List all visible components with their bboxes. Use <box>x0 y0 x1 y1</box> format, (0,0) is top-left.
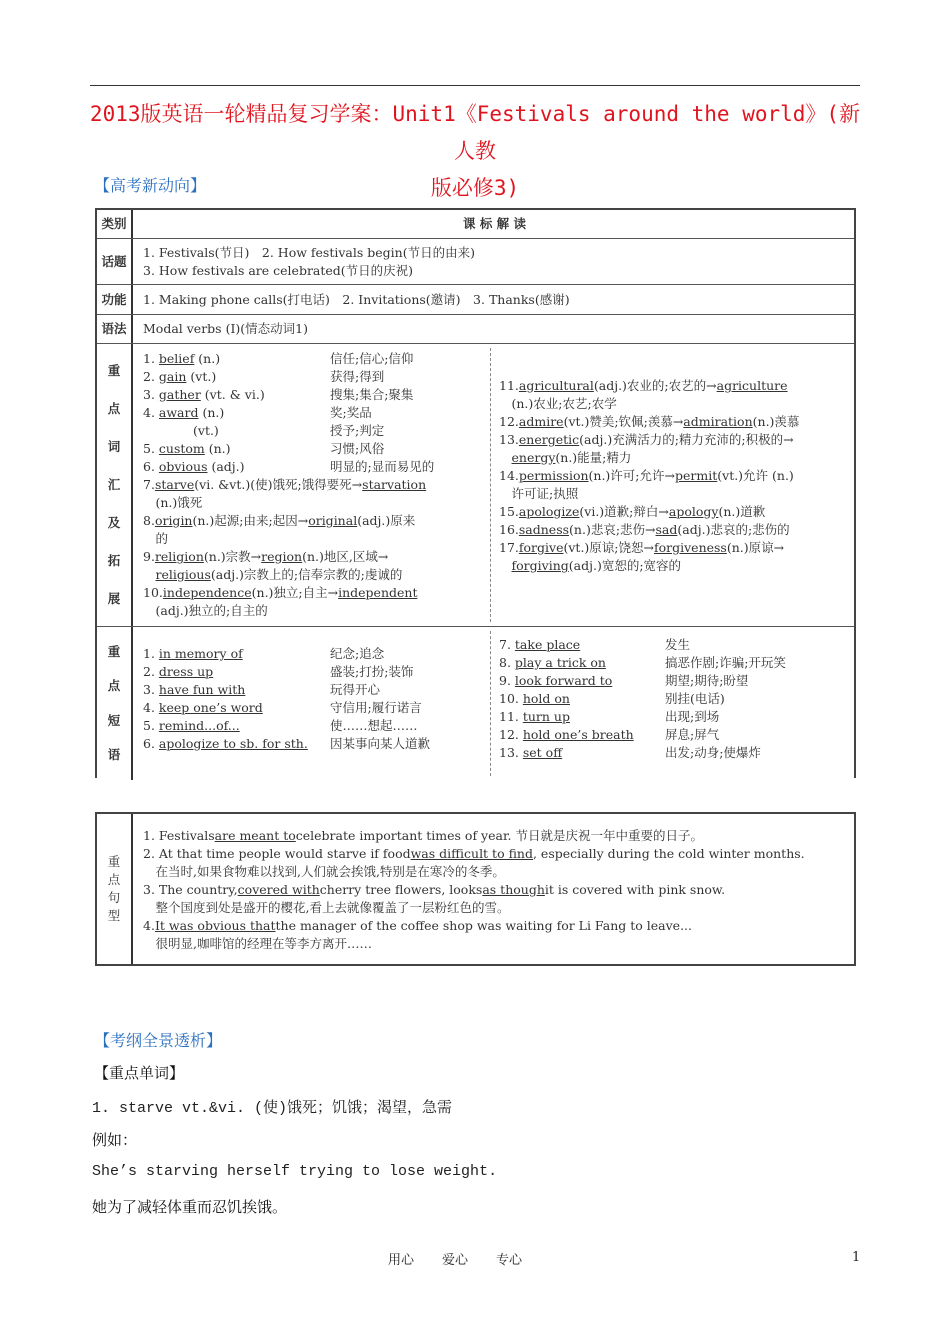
underlined-term: apology <box>668 504 719 519</box>
label-char: 短 <box>107 712 121 728</box>
term: 1. in memory of <box>143 646 243 661</box>
term: 5. custom (n.) <box>143 441 231 456</box>
term: 11. turn up <box>499 709 570 724</box>
title-line-1: 2013版英语一轮精品复习学案：Unit1《Festivals around the world》(新人教 <box>89 102 861 163</box>
definition: 守信用;履行诺言 <box>330 700 422 715</box>
function-content: 1. Making phone calls(打电话) 2. Invitations(邀请) 3. Thanks(感谢) <box>143 291 570 307</box>
underlined-term: agriculture <box>716 378 788 393</box>
list-item <box>143 404 488 422</box>
text-line: 许可证;执照 <box>499 486 579 501</box>
footer-item: 专心 <box>496 1253 523 1268</box>
section-heading-trends: 【高考新动向】 <box>94 176 207 195</box>
label-char: 型 <box>107 908 121 923</box>
syllabus-table <box>95 208 856 778</box>
text-line: 14. permission (n.)许可;允许→ permit (vt.)允许 (n.) <box>499 468 794 483</box>
term: 13. set off <box>499 745 563 760</box>
underlined-term: sad <box>655 522 678 537</box>
term: 6. apologize to sb. for sth. <box>143 736 308 751</box>
text-line: energy (n.)能量;精力 <box>511 450 632 465</box>
label-char: 点 <box>107 678 121 694</box>
underlined-term: remind...of... <box>158 718 240 733</box>
column-divider <box>490 631 491 776</box>
text-line: 13. energetic (adj.)充满活力的;精力充沛的;积极的→ <box>499 432 794 447</box>
underlined-term: obvious <box>158 459 208 474</box>
sentence-label <box>97 814 133 964</box>
list-item <box>499 690 848 708</box>
underlined-term: It was obvious that <box>154 918 276 933</box>
sentence-lines <box>143 814 848 964</box>
label-char: 句 <box>107 890 121 905</box>
text-line: 2. At that time people would starve if food was difficult to find , especially during the cold winter months. <box>143 846 805 861</box>
definition: 使……想起…… <box>330 718 418 733</box>
underlined-term: gain <box>158 369 187 384</box>
underlined-term: forgiveness <box>653 540 727 555</box>
underlined-term: original <box>308 513 358 528</box>
definition: 搞恶作剧;诈骗;开玩笑 <box>665 655 786 670</box>
list-item <box>143 735 488 753</box>
term: 7. take place <box>499 637 581 652</box>
definition: 屏息;屏气 <box>665 727 720 742</box>
label-char: 汇 <box>107 477 121 492</box>
word-entry: 1. starve vt.&vi. (使)饿死；饥饿；渴望，急需 <box>92 1100 453 1117</box>
list-item <box>143 350 488 368</box>
underlined-term: set off <box>522 745 563 760</box>
list-item <box>143 645 488 663</box>
text-line: 3. The country, covered with cherry tree flowers, looks as though it is covered with pink snow. <box>143 882 726 897</box>
label-char: 及 <box>107 515 121 530</box>
text-line: 1. Festivals(节日) 2. How festivals begin(节日的由来) <box>143 244 475 260</box>
list-item <box>143 368 488 386</box>
vocab-right <box>499 344 848 626</box>
list-item <box>499 708 848 726</box>
label-char: 重 <box>107 363 121 378</box>
list-item <box>499 672 848 690</box>
text-line: religious (adj.)宗教上的;信奉宗教的;虔诚的 <box>155 567 403 582</box>
underlined-term: admire <box>518 414 564 429</box>
underlined-term: starve <box>154 477 195 492</box>
underlined-term: have fun with <box>158 682 246 697</box>
grammar-row <box>97 315 854 344</box>
text-line: 的 <box>143 531 169 546</box>
example-chinese: 她为了减轻体重而忍饥挨饿。 <box>92 1198 288 1216</box>
underlined-term: was difficult to find <box>410 846 533 861</box>
underlined-term: energy <box>511 450 556 465</box>
text-line: 8. origin (n.)起源;由来;起因→ original (adj.)原来 <box>143 513 416 528</box>
phrases-left <box>143 627 488 780</box>
label-char: 点 <box>107 872 121 887</box>
text-line: (adj.)独立的;自主的 <box>143 603 268 618</box>
underlined-term: in memory of <box>158 646 243 661</box>
underlined-term: hold one’s breath <box>522 727 634 742</box>
text-line: 15. apologize (vi.)道歉;辩白→ apology (n.)道歉 <box>499 504 766 519</box>
vocab-row <box>97 344 854 627</box>
subsection-key-words: 【重点单词】 <box>94 1064 185 1082</box>
definition: 奖;奖品 <box>330 405 372 420</box>
list-item <box>143 386 488 404</box>
header-rule <box>90 85 860 86</box>
list-item <box>143 699 488 717</box>
phrase-row <box>97 627 854 780</box>
text-line: 17. forgive (vt.)原谅;饶恕→ forgiveness (n.)原谅→ <box>499 540 785 555</box>
definition: 获得;得到 <box>330 369 385 384</box>
underlined-term: religious <box>155 567 211 582</box>
underlined-term: agricultural <box>518 378 594 393</box>
definition: 因某事向某人道歉 <box>330 736 431 751</box>
text-line: 很明显,咖啡馆的经理在等李方离开…… <box>143 936 372 951</box>
list-item <box>143 422 488 440</box>
term: 2. dress up <box>143 664 214 679</box>
text-line: 7. starve (vi. &vt.)(使)饿死;饿得要死→ starvation <box>143 477 427 492</box>
underlined-term: covered with <box>237 882 320 897</box>
underlined-term: forgive <box>518 540 564 555</box>
definition: 玩得开心 <box>330 682 381 697</box>
definition: 搜集;集合;聚集 <box>330 387 414 402</box>
example-english: She’s starving herself trying to lose weight. <box>92 1163 498 1180</box>
label-char: 展 <box>107 591 121 606</box>
sentence-table <box>95 812 856 966</box>
term: 2. gain (vt.) <box>143 369 217 384</box>
underlined-term: look forward to <box>514 673 613 688</box>
footer-item: 用心 <box>388 1253 415 1268</box>
term: (vt.) <box>143 423 219 438</box>
title-line-2: 版必修3) <box>430 176 520 200</box>
term: 10. hold on <box>499 691 570 706</box>
list-item <box>143 663 488 681</box>
topic-label: 话题 <box>97 239 133 284</box>
text-line: 12. admire (vt.)赞美;钦佩;羡慕→ admiration (n.)羡慕 <box>499 414 800 429</box>
underlined-term: gather <box>158 387 201 402</box>
footer-item: 爱心 <box>442 1253 469 1268</box>
definition: 纪念;追念 <box>330 646 385 661</box>
text-line: 10. independence (n.)独立;自主→ independent <box>143 585 418 600</box>
text-line: 16. sadness (n.)悲哀;悲伤→ sad (adj.)悲哀的;悲伤的 <box>499 522 790 537</box>
text-line: forgiving (adj.)宽恕的;宽容的 <box>511 558 682 573</box>
label-char: 词 <box>107 439 121 454</box>
term: 3. have fun with <box>143 682 246 697</box>
term: 8. play a trick on <box>499 655 606 670</box>
text-line: 11. agricultural (adj.)农业的;农艺的→ agriculture <box>499 378 788 393</box>
text-line: (n.)农业;农艺;农学 <box>499 396 617 411</box>
list-item <box>499 654 848 672</box>
term: 12. hold one’s breath <box>499 727 634 742</box>
list-item <box>499 636 848 654</box>
text-line: 3. How festivals are celebrated(节日的庆祝) <box>143 262 414 278</box>
text-line: 整个国度到处是盛开的樱花,看上去就像覆盖了一层粉红色的雪。 <box>143 900 510 915</box>
definition: 盛装;打扮;装饰 <box>330 664 414 679</box>
vocab-left <box>143 344 488 626</box>
term: 1. belief (n.) <box>143 351 221 366</box>
list-item <box>499 744 848 762</box>
term: 5. remind...of... <box>143 718 240 733</box>
definition: 授予;判定 <box>330 423 385 438</box>
underlined-term: permit <box>675 468 718 483</box>
example-label: 例如： <box>92 1131 138 1149</box>
underlined-term: turn up <box>522 709 570 724</box>
topic-row <box>97 239 854 285</box>
header-interpretation: 课 标 解 读 <box>462 216 527 231</box>
underlined-term: independent <box>338 585 418 600</box>
underlined-term: hold on <box>522 691 570 706</box>
definition: 出发;动身;使爆炸 <box>665 745 761 760</box>
underlined-term: religion <box>154 549 204 564</box>
underlined-term: admiration <box>683 414 753 429</box>
term: 9. look forward to <box>499 673 613 688</box>
list-item <box>143 458 488 476</box>
footer-motto <box>388 1249 522 1268</box>
underlined-term: energetic <box>518 432 580 447</box>
header-row <box>97 210 854 239</box>
underlined-term: belief <box>158 351 195 366</box>
term: 4. award (n.) <box>143 405 225 420</box>
underlined-term: permission <box>518 468 589 483</box>
function-label: 功能 <box>97 285 133 314</box>
header-category: 类别 <box>97 210 133 238</box>
label-char: 语 <box>107 746 121 762</box>
list-item <box>143 717 488 735</box>
underlined-term: apologize <box>518 504 580 519</box>
underlined-term: keep one’s word <box>158 700 263 715</box>
definition: 别挂(电话) <box>665 691 725 706</box>
phrases-right <box>499 627 848 780</box>
underlined-term: apologize to sb. for sth. <box>158 736 308 751</box>
label-char: 重 <box>107 644 121 660</box>
underlined-term: starvation <box>362 477 427 492</box>
section-heading-analysis: 【考纲全景透析】 <box>94 1031 223 1050</box>
underlined-term: sadness <box>518 522 570 537</box>
underlined-term: custom <box>158 441 205 456</box>
text-line: 在当时,如果食物难以找到,人们就会挨饿,特别是在寒冷的冬季。 <box>143 864 505 879</box>
definition: 明显的;显而易见的 <box>330 459 435 474</box>
definition: 发生 <box>665 637 691 652</box>
text-line: (n.)饿死 <box>143 495 203 510</box>
term: 6. obvious (adj.) <box>143 459 245 474</box>
term: 4. keep one’s word <box>143 700 263 715</box>
definition: 信任;信心;信仰 <box>330 351 414 366</box>
text-line: 9. religion (n.)宗教→ region (n.)地区,区域→ <box>143 549 389 564</box>
underlined-term: forgiving <box>511 558 569 573</box>
text-line: 1. Festivals are meant to celebrate important times of year. 节日就是庆祝一年中重要的日子。 <box>143 828 704 843</box>
label-char: 拓 <box>107 553 121 568</box>
definition: 习惯;风俗 <box>330 441 385 456</box>
text-line: 4. It was obvious that the manager of the coffee shop was waiting for Li Fang to leave... <box>143 918 692 933</box>
definition: 期望;期待;盼望 <box>665 673 749 688</box>
column-divider <box>490 348 491 622</box>
vocab-label <box>97 344 133 626</box>
underlined-term: are meant to <box>214 828 296 843</box>
underlined-term: take place <box>514 637 581 652</box>
function-row <box>97 285 854 315</box>
phrase-label <box>97 627 133 780</box>
underlined-term: play a trick on <box>514 655 606 670</box>
underlined-term: origin <box>154 513 193 528</box>
definition: 出现;到场 <box>665 709 720 724</box>
underlined-term: dress up <box>158 664 214 679</box>
term: 3. gather (vt. & vi.) <box>143 387 265 402</box>
underlined-term: award <box>158 405 199 420</box>
list-item <box>143 440 488 458</box>
list-item <box>499 726 848 744</box>
underlined-term: region <box>261 549 303 564</box>
list-item <box>143 681 488 699</box>
underlined-term: independence <box>162 585 252 600</box>
topic-content <box>143 239 846 284</box>
page-number: 1 <box>852 1250 861 1265</box>
underlined-term: as though <box>482 882 545 897</box>
label-char: 点 <box>107 401 121 416</box>
grammar-label: 语法 <box>97 315 133 343</box>
grammar-content: Modal verbs (Ⅰ)(情态动词1) <box>143 321 308 336</box>
label-char: 重 <box>107 854 121 869</box>
